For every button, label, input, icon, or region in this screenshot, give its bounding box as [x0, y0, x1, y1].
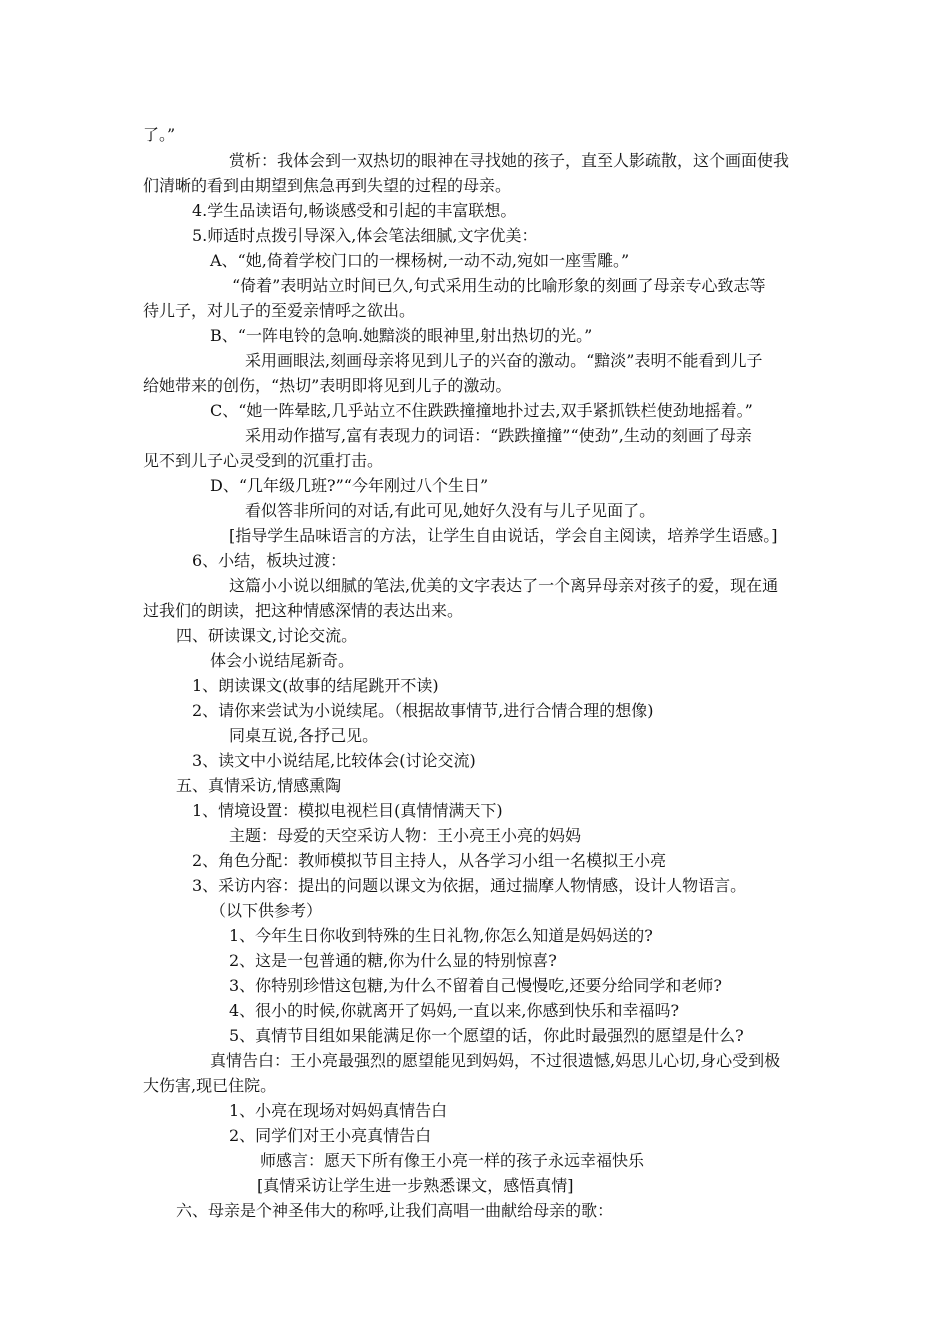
text-line: 体会小说结尾新奇。	[210, 651, 355, 670]
text-line: B、“一阵电铃的急响.她黯淡的眼神里,射出热切的光。”	[210, 326, 593, 345]
text-line: 4.学生品读语句,畅谈感受和引起的丰富联想。	[192, 201, 517, 220]
section-heading: 四、研读课文,讨论交流。	[176, 626, 358, 645]
list-item: 2、这是一包普通的糖,你为什么显的特别惊喜?	[229, 951, 557, 970]
text-line: 6、小结，板块过渡：	[192, 551, 347, 570]
text-line: [真情采访让学生进一步熟悉课文，感悟真情]	[257, 1176, 574, 1195]
text-line: 1、情境设置：模拟电视栏目(真情情满天下)	[192, 801, 503, 820]
text-line: 了。”	[143, 125, 176, 144]
text-line: D、“几年级几班?”“今年刚过八个生日”	[210, 476, 489, 495]
text-line: 过我们的朗读，把这种情感深情的表达出来。	[143, 601, 464, 620]
list-item: 5、真情节目组如果能满足你一个愿望的话，你此时最强烈的愿望是什么?	[229, 1026, 744, 1045]
text-line: 给她带来的创伤，“热切”表明即将见到儿子的激动。	[143, 376, 512, 395]
list-item: 1、今年生日你收到特殊的生日礼物,你怎么知道是妈妈送的?	[229, 926, 653, 945]
text-line: （以下供参考）	[210, 901, 323, 920]
text-line: 真情告白：王小亮最强烈的愿望能见到妈妈，不过很遗憾,妈思儿心切,身心受到极	[210, 1051, 781, 1070]
list-item: 3、你特别珍惜这包糖,为什么不留着自己慢慢吃,还要分给同学和老师?	[229, 976, 722, 995]
text-line: 采用动作描写,富有表现力的词语：“跌跌撞撞”“使劲”,生动的刻画了母亲	[245, 426, 752, 445]
text-line: 2、角色分配：教师模拟节目主持人，从各学习小组一名模拟王小亮	[192, 851, 667, 870]
text-line: 待儿子，对儿子的至爱亲情呼之欲出。	[143, 301, 416, 320]
text-line: C、“她一阵晕眩,几乎站立不住跌跌撞撞地扑过去,双手紧抓铁栏使劲地摇着。”	[210, 401, 753, 420]
text-line: 采用画眼法,刻画母亲将见到儿子的兴奋的激动。“黯淡”表明不能看到儿子	[245, 351, 763, 370]
text-line: 见不到儿子心灵受到的沉重打击。	[143, 451, 384, 470]
text-line: 们清晰的看到由期望到焦急再到失望的过程的母亲。	[143, 176, 512, 195]
text-line: [指导学生品味语言的方法，让学生自由说话，学会自主阅读，培养学生语感。]	[229, 526, 778, 545]
text-line: 2、请你来尝试为小说续尾。（根据故事情节,进行合情合理的想像)	[192, 701, 654, 720]
list-item: 4、很小的时候,你就离开了妈妈,一直以来,你感到快乐和幸福吗?	[229, 1001, 680, 1020]
section-heading: 六、母亲是个神圣伟大的称呼,让我们高唱一曲献给母亲的歌：	[176, 1201, 614, 1220]
text-line: A、“她,倚着学校门口的一棵杨树,一动不动,宛如一座雪雕。”	[210, 251, 630, 270]
text-line: 大伤害,现已住院。	[143, 1076, 277, 1095]
list-item: 1、小亮在现场对妈妈真情告白	[229, 1101, 448, 1120]
text-line: 3、读文中小说结尾,比较体会(讨论交流)	[192, 751, 476, 770]
text-line: 师感言：愿天下所有像王小亮一样的孩子永远幸福快乐	[260, 1151, 645, 1170]
text-line: 3、采访内容：提出的问题以课文为依据，通过揣摩人物情感，设计人物语言。	[192, 876, 747, 895]
text-line: “倚着”表明站立时间已久,句式采用生动的比喻形象的刻画了母亲专心致志等	[232, 276, 766, 295]
text-line: 1、朗读课文(故事的结尾跳开不读)	[192, 676, 439, 695]
text-line: 同桌互说,各抒己见。	[229, 726, 379, 745]
text-line: 主题：母爱的天空采访人物：王小亮王小亮的妈妈	[229, 826, 582, 845]
text-line: 这篇小小说以细腻的笔法,优美的文字表达了一个离异母亲对孩子的爱，现在通	[229, 576, 779, 595]
list-item: 2、同学们对王小亮真情告白	[229, 1126, 432, 1145]
section-heading: 五、真情采访,情感熏陶	[176, 776, 342, 795]
text-line: 5.师适时点拨引导深入,体会笔法细腻,文字优美：	[192, 226, 538, 245]
text-line: 赏析：我体会到一双热切的眼神在寻找她的孩子，直至人影疏散，这个画面使我	[229, 151, 790, 170]
text-line: 看似答非所问的对话,有此可见,她好久没有与儿子见面了。	[245, 501, 656, 520]
